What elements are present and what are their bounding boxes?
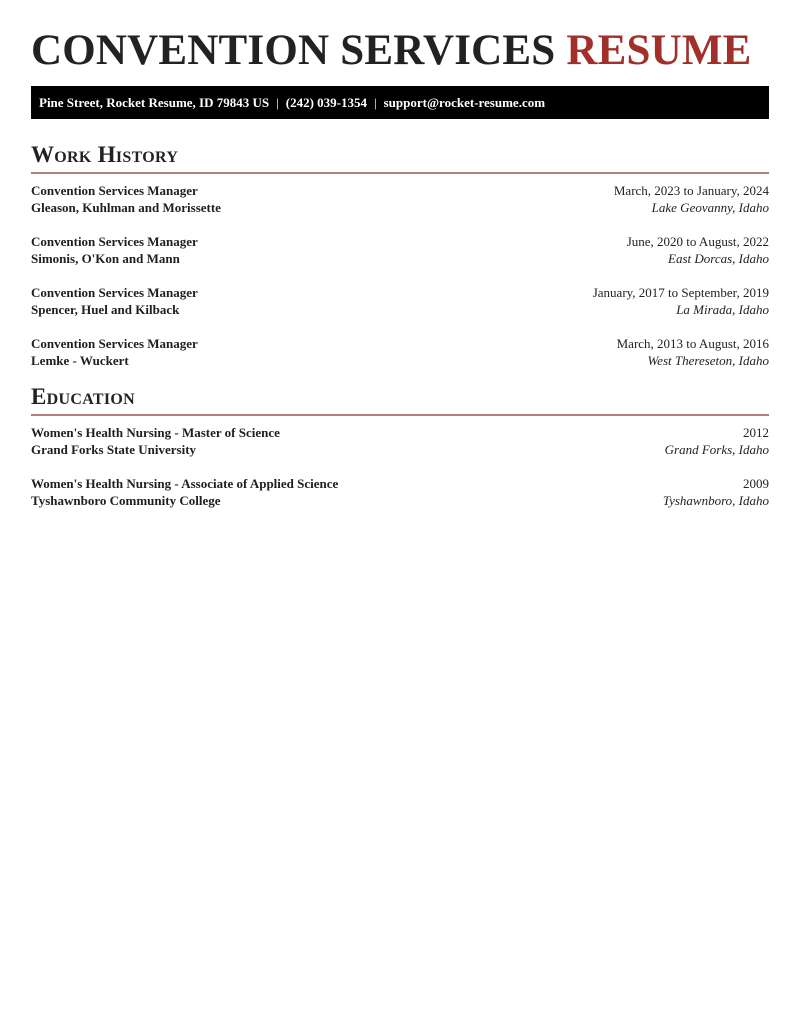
job-title: Convention Services Manager	[31, 336, 198, 351]
job-dates: January, 2017 to September, 2019	[592, 285, 769, 300]
section-heading-education: Education	[31, 384, 135, 409]
job-location: East Dorcas, Idaho	[668, 251, 769, 266]
job-location: La Mirada, Idaho	[676, 302, 769, 317]
job-dates: March, 2013 to August, 2016	[616, 336, 769, 351]
job-location: Lake Geovanny, Idaho	[651, 200, 769, 215]
graduation-year: 2009	[743, 476, 769, 491]
degree-name: Women's Health Nursing - Associate of Applied Science	[31, 476, 339, 491]
work-entry	[31, 233, 769, 269]
job-dates: June, 2020 to August, 2022	[626, 234, 769, 249]
title-accent: RESUME	[566, 27, 752, 74]
contact-separator: |	[276, 95, 279, 110]
graduation-year: 2012	[743, 425, 769, 440]
school-location: Grand Forks, Idaho	[664, 442, 769, 457]
contact-separator: |	[373, 95, 377, 110]
title-main: CONVENTION SERVICES	[31, 27, 556, 74]
section-divider	[31, 172, 769, 174]
education-entry	[31, 424, 769, 460]
work-history-section	[31, 142, 769, 174]
company-name: Simonis, O'Kon and Mann	[31, 251, 180, 266]
work-entry	[31, 335, 769, 371]
company-name: Spencer, Huel and Kilback	[31, 302, 180, 317]
job-location: West Thereseton, Idaho	[647, 353, 769, 368]
school-location: Tyshawnboro, Idaho	[662, 493, 769, 508]
education-section	[31, 384, 769, 416]
degree-name: Women's Health Nursing - Master of Science	[31, 425, 280, 440]
job-title: Convention Services Manager	[31, 183, 198, 198]
company-name: Lemke - Wuckert	[31, 353, 129, 368]
contact-email: support@rocket-resume.com	[383, 95, 546, 110]
contact-phone: (242) 039-1354	[285, 95, 367, 110]
job-dates: March, 2023 to January, 2024	[613, 183, 769, 198]
section-heading-work-history: Work History	[31, 142, 179, 167]
education-entry	[31, 475, 769, 511]
school-name: Tyshawnboro Community College	[31, 493, 221, 508]
job-title: Convention Services Manager	[31, 234, 198, 249]
school-name: Grand Forks State University	[31, 442, 197, 457]
section-divider	[31, 414, 769, 416]
company-name: Gleason, Kuhlman and Morissette	[31, 200, 221, 215]
work-entry	[31, 284, 769, 320]
job-title: Convention Services Manager	[31, 285, 198, 300]
work-entry	[31, 182, 769, 218]
contact-address: Pine Street, Rocket Resume, ID 79843 US	[39, 95, 270, 110]
contact-bar	[31, 86, 769, 119]
page-title	[31, 26, 752, 76]
